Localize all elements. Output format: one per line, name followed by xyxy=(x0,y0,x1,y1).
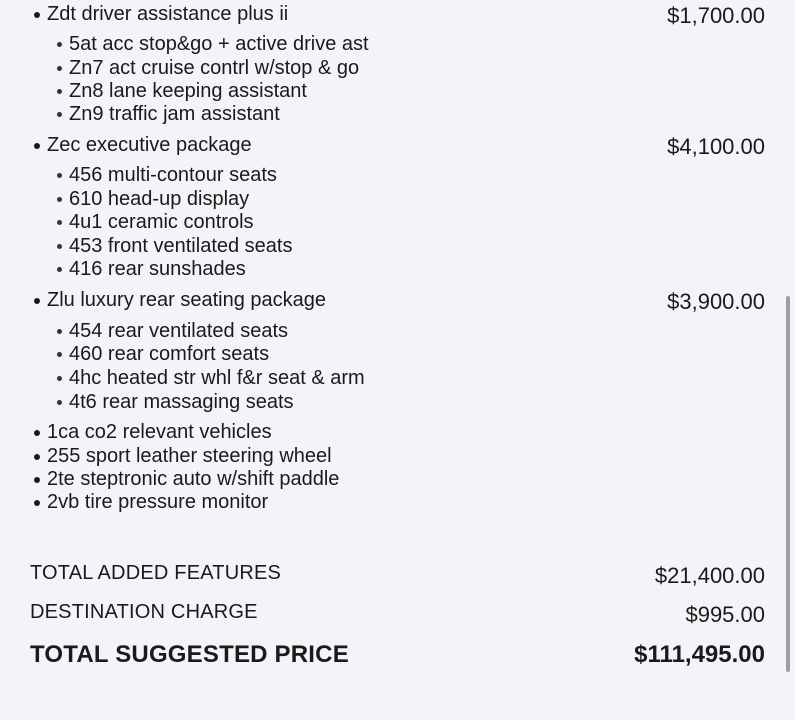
bullet-icon xyxy=(34,430,40,436)
package-item: 4hc heated str whl f&r seat & arm xyxy=(69,367,365,389)
bullet-icon xyxy=(57,244,62,249)
package-name: Zec executive package xyxy=(47,134,252,156)
total-added-features-label: TOTAL ADDED FEATURES xyxy=(30,562,282,584)
package-price: $3,900.00 xyxy=(667,289,765,314)
list-item xyxy=(0,163,795,187)
package-name: Zdt driver assistance plus ii xyxy=(47,3,289,25)
list-item xyxy=(0,390,795,414)
list-item xyxy=(0,444,795,468)
list-item xyxy=(0,210,795,234)
package-price: $4,100.00 xyxy=(667,134,765,159)
total-suggested-price-label: TOTAL SUGGESTED PRICE xyxy=(30,641,349,668)
package-item: 460 rear comfort seats xyxy=(69,343,270,365)
total-added-features-value: $21,400.00 xyxy=(654,563,765,588)
list-item xyxy=(0,467,795,491)
package-item: 453 front ventilated seats xyxy=(69,235,293,257)
bullet-icon xyxy=(57,197,62,202)
list-item xyxy=(0,234,795,258)
total-added-features-row xyxy=(0,562,795,590)
bullet-icon xyxy=(34,500,40,506)
package-row xyxy=(0,288,795,312)
bullet-icon xyxy=(34,143,40,149)
package-item: 5at acc stop&go + active drive ast xyxy=(69,33,369,55)
package-item: 456 multi-contour seats xyxy=(69,164,277,186)
package-item: Zn8 lane keeping assistant xyxy=(69,80,307,102)
list-item xyxy=(0,257,795,281)
list-item xyxy=(0,56,795,80)
list-item xyxy=(0,366,795,390)
bullet-icon xyxy=(57,66,62,71)
package-item: 4t6 rear massaging seats xyxy=(69,391,294,413)
bullet-icon xyxy=(57,376,62,381)
package-name: Zlu luxury rear seating package xyxy=(47,289,327,311)
package-item: 416 rear sunshades xyxy=(69,258,246,280)
total-suggested-price-row xyxy=(0,641,795,671)
bullet-icon xyxy=(34,454,40,460)
destination-charge-value: $995.00 xyxy=(685,602,765,627)
bullet-icon xyxy=(57,112,62,117)
package-item: 454 rear ventilated seats xyxy=(69,320,289,342)
bullet-icon xyxy=(34,12,40,18)
package-item: 610 head-up display xyxy=(69,188,250,210)
bullet-icon xyxy=(57,42,62,47)
list-item xyxy=(0,420,795,444)
package-row xyxy=(0,2,795,26)
package-item: Zn7 act cruise contrl w/stop & go xyxy=(69,57,360,79)
destination-charge-row xyxy=(0,601,795,629)
list-item xyxy=(0,319,795,343)
bullet-icon xyxy=(57,267,62,272)
bullet-icon xyxy=(57,220,62,225)
list-item xyxy=(0,79,795,103)
list-item xyxy=(0,102,795,126)
total-suggested-price-value: $111,495.00 xyxy=(634,641,765,668)
package-item: 4u1 ceramic controls xyxy=(69,211,254,233)
bullet-icon xyxy=(57,400,62,405)
bullet-icon xyxy=(34,477,40,483)
bullet-icon xyxy=(34,298,40,304)
list-item xyxy=(0,187,795,211)
list-item xyxy=(0,490,795,514)
bullet-icon xyxy=(57,173,62,178)
destination-charge-label: DESTINATION CHARGE xyxy=(30,601,258,623)
standalone-item: 2te steptronic auto w/shift paddle xyxy=(47,468,340,490)
standalone-item: 255 sport leather steering wheel xyxy=(47,445,332,467)
bullet-icon xyxy=(57,89,62,94)
standalone-item: 1ca co2 relevant vehicles xyxy=(47,421,272,443)
package-price: $1,700.00 xyxy=(667,3,765,28)
package-item: Zn9 traffic jam assistant xyxy=(69,103,280,125)
package-row xyxy=(0,133,795,157)
standalone-item: 2vb tire pressure monitor xyxy=(47,491,269,513)
list-item xyxy=(0,32,795,56)
vertical-scrollbar[interactable] xyxy=(786,296,790,672)
list-item xyxy=(0,342,795,366)
bullet-icon xyxy=(57,352,62,357)
bullet-icon xyxy=(57,329,62,334)
